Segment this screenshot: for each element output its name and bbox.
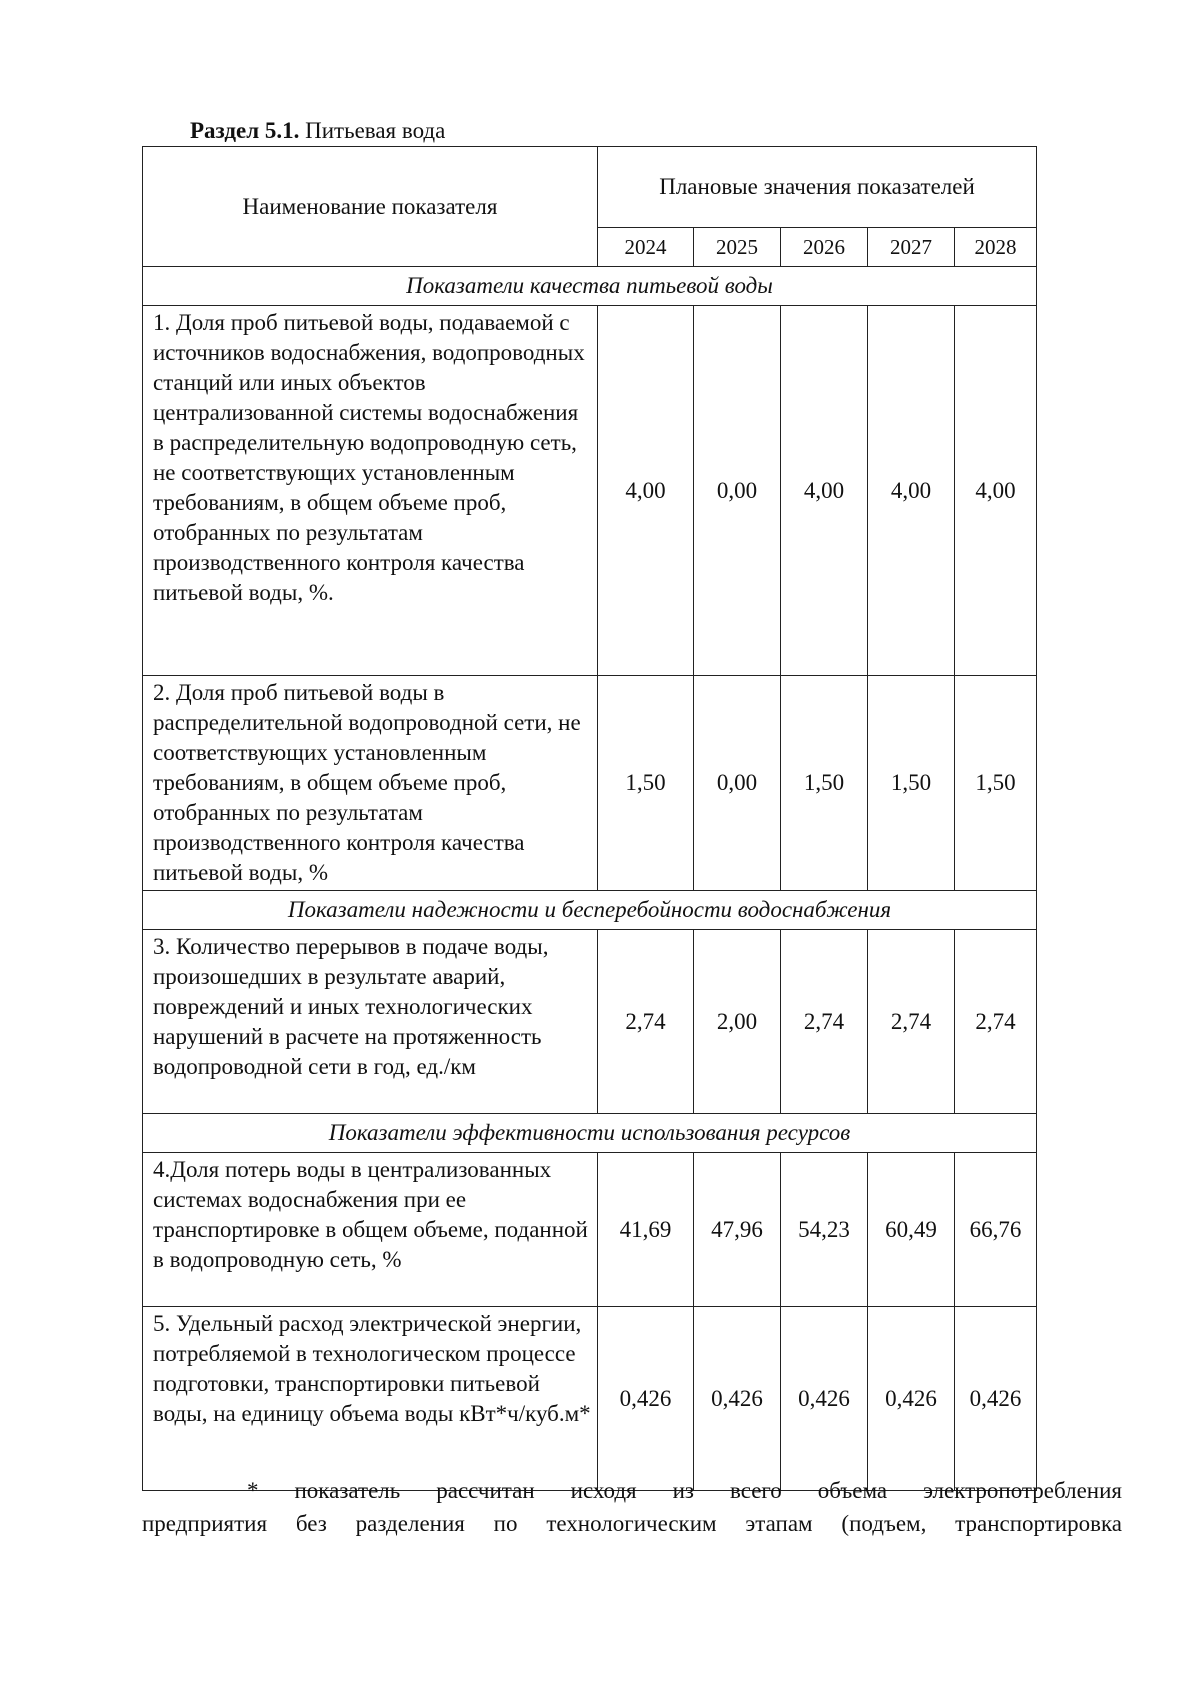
table-row: [143, 676, 1037, 891]
value-cell: 2,74: [955, 930, 1037, 1114]
value-cell: 4,00: [955, 306, 1037, 676]
group-title: Показатели надежности и бесперебойности водоснабжения: [143, 891, 1037, 930]
value-cell: 60,49: [868, 1153, 955, 1307]
indicator-name: 1. Доля проб питьевой воды, подаваемой с источников водоснабжения, водопроводных станций или иных объектов централизованной системы водоснабжения в распределительную водопроводную сеть, не соответствующих установленным требованиям, в общем объеме проб, отобранных по результатам производственного контроля качества питьевой воды, %.: [143, 306, 598, 676]
value-cell: 2,74: [868, 930, 955, 1114]
table-row: [143, 1153, 1037, 1307]
group-title: Показатели эффективности использования ресурсов: [143, 1114, 1037, 1153]
value-cell: 0,00: [694, 676, 781, 891]
indicators-table: [142, 146, 1037, 1491]
value-cell: 1,50: [955, 676, 1037, 891]
footnote: [142, 1474, 1122, 1540]
section-number: Раздел 5.1.: [190, 118, 300, 143]
table-row: [143, 1307, 1037, 1491]
section-heading: [190, 116, 445, 146]
value-cell: 4,00: [781, 306, 868, 676]
value-cell: 0,426: [955, 1307, 1037, 1491]
group-title: Показатели качества питьевой воды: [143, 267, 1037, 306]
year-header: 2026: [781, 228, 868, 267]
group-row: [143, 267, 1037, 306]
value-cell: 41,69: [598, 1153, 694, 1307]
section-title: Питьевая вода: [305, 118, 446, 143]
header-planned-values: Плановые значения показателей: [598, 147, 1037, 228]
value-cell: 0,426: [781, 1307, 868, 1491]
group-row: [143, 891, 1037, 930]
value-cell: 1,50: [598, 676, 694, 891]
value-cell: 47,96: [694, 1153, 781, 1307]
header-indicator-name: Наименование показателя: [143, 147, 598, 267]
value-cell: 2,74: [598, 930, 694, 1114]
indicator-name: 5. Удельный расход электрической энергии, потребляемой в технологическом процессе подготовки, транспортировки питьевой воды, на единицу объема воды кВт*ч/куб.м*: [143, 1307, 598, 1491]
year-header: 2028: [955, 228, 1037, 267]
value-cell: 0,426: [694, 1307, 781, 1491]
indicator-name: 4.Доля потерь воды в централизованных системах водоснабжения при ее транспортировке в общем объеме, поданной в водопроводную сеть, %: [143, 1153, 598, 1307]
indicator-name: 2. Доля проб питьевой воды в распределительной водопроводной сети, не соответствующих установленным требованиям, в общем объеме проб, отобранных по результатам производственного контроля качества питьевой воды, %: [143, 676, 598, 891]
value-cell: 0,00: [694, 306, 781, 676]
year-header: 2024: [598, 228, 694, 267]
table-row: [143, 930, 1037, 1114]
footnote-line-1: * показатель рассчитан исходя из всего объема электропотребления: [247, 1478, 1122, 1503]
value-cell: 4,00: [598, 306, 694, 676]
value-cell: 1,50: [781, 676, 868, 891]
group-row: [143, 1114, 1037, 1153]
year-header: 2025: [694, 228, 781, 267]
value-cell: 54,23: [781, 1153, 868, 1307]
table-row: [143, 306, 1037, 676]
indicator-name: 3. Количество перерывов в подаче воды, произошедших в результате аварий, повреждений и иных технологических нарушений в расчете на протяженность водопроводной сети в год, ед./км: [143, 930, 598, 1114]
value-cell: 0,426: [598, 1307, 694, 1491]
header-row: [143, 147, 1037, 228]
value-cell: 0,426: [868, 1307, 955, 1491]
year-header: 2027: [868, 228, 955, 267]
value-cell: 1,50: [868, 676, 955, 891]
value-cell: 2,00: [694, 930, 781, 1114]
value-cell: 4,00: [868, 306, 955, 676]
value-cell: 2,74: [781, 930, 868, 1114]
footnote-line-2: предприятия без разделения по технологическим этапам (подъем, транспортировка: [142, 1511, 1122, 1536]
value-cell: 66,76: [955, 1153, 1037, 1307]
